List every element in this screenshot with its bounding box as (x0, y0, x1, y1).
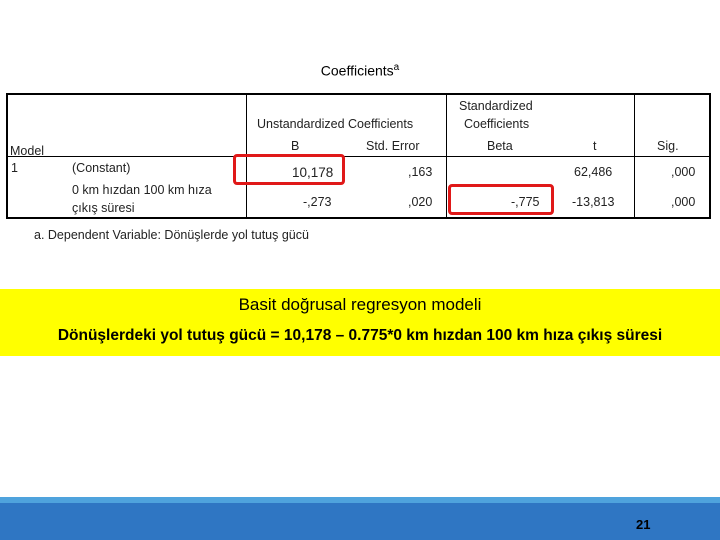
header-standardized-line2: Coefficients (464, 117, 530, 131)
row-predictor-std-error: ,020 (408, 195, 433, 209)
coefficients-title (0, 62, 720, 79)
footer-band-accent (0, 497, 720, 503)
row-constant-b: 10,178 (292, 165, 334, 180)
row-label-constant: (Constant) (72, 161, 131, 175)
footer-band (0, 497, 720, 540)
header-beta: Beta (487, 139, 513, 153)
table-divider (8, 156, 709, 157)
header-std-error: Std. Error (366, 139, 420, 153)
page-number: 21 (636, 517, 651, 532)
regression-model-title: Basit doğrusal regresyon modeli (238, 295, 482, 314)
header-model: Model (10, 144, 45, 158)
header-standardized-line1: Standardized (459, 99, 533, 113)
header-b: B (291, 139, 300, 153)
row-predictor-label-line1: 0 km hızdan 100 km hıza (72, 183, 212, 197)
row-predictor-t: -13,813 (572, 195, 615, 209)
row-predictor-beta: -,775 (511, 195, 540, 209)
regression-model-box (0, 289, 720, 356)
coefficients-table (6, 93, 711, 219)
b-value-highlight-box (233, 154, 345, 185)
row-constant-sig: ,000 (671, 165, 696, 179)
table-footnote: a. Dependent Variable: Dönüşlerde yol tutuş gücü (34, 228, 309, 242)
row-model-number: 1 (11, 161, 18, 175)
row-constant-std-error: ,163 (408, 165, 433, 179)
row-predictor-sig: ,000 (671, 195, 696, 209)
beta-value-highlight-box (448, 184, 554, 215)
row-predictor-b: -,273 (303, 195, 332, 209)
coefficients-title-text: Coefficients (320, 62, 394, 79)
regression-equation: Dönüşlerdeki yol tutuş gücü = 10,178 – 0.775*0 km hızdan 100 km hıza çıkış süresi (57, 327, 663, 344)
row-constant-t: 62,486 (574, 165, 613, 179)
header-unstandardized: Unstandardized Coefficients (257, 117, 414, 131)
header-t: t (593, 139, 597, 153)
coefficients-title-superscript: a (393, 62, 400, 73)
row-predictor-label-line2: çıkış süresi (72, 201, 135, 215)
header-sig: Sig. (657, 139, 679, 153)
